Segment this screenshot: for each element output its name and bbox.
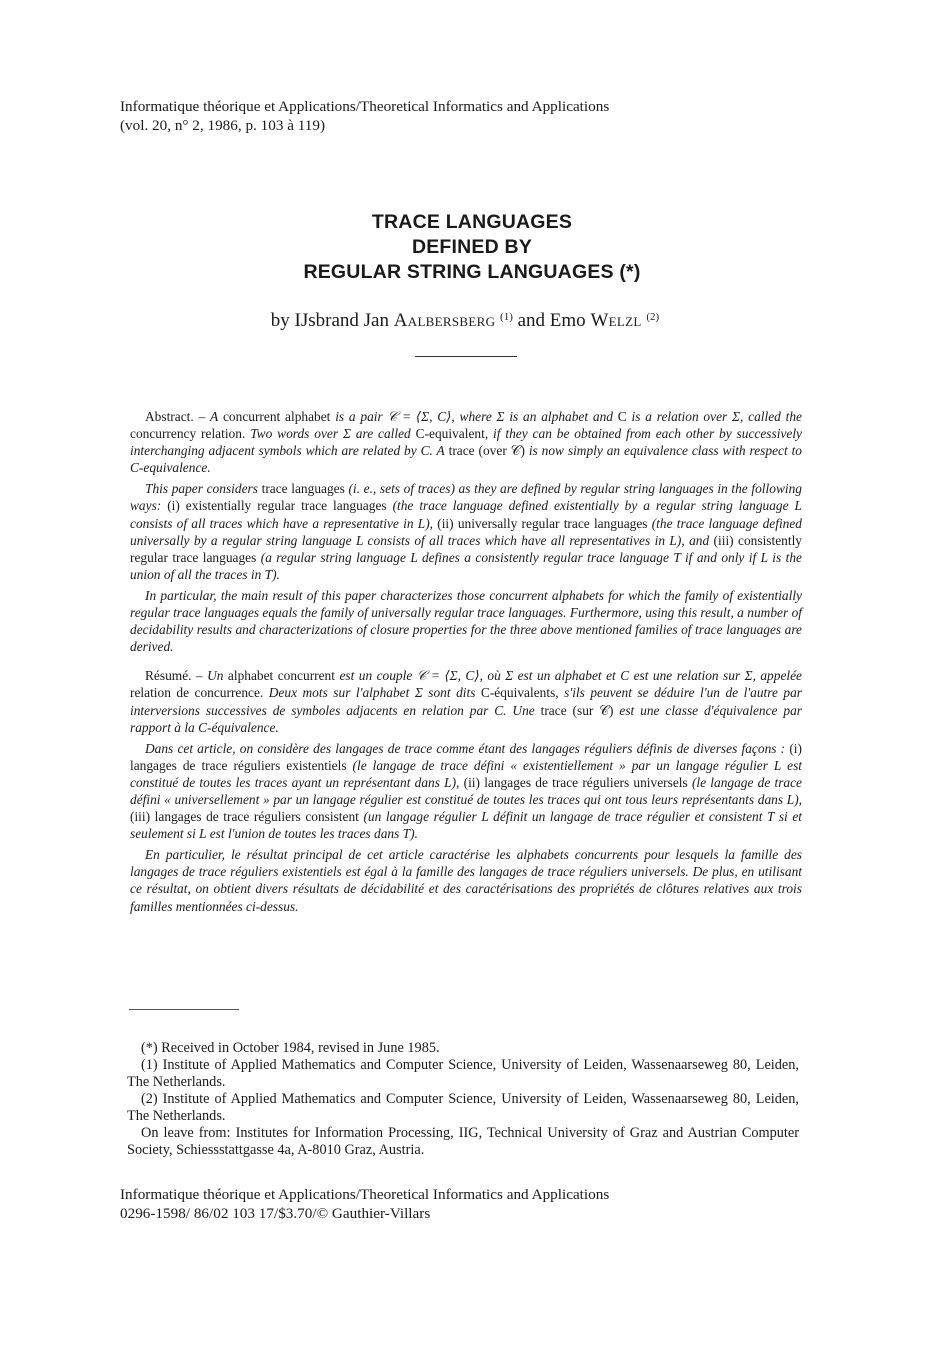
- text-run: (i) langages de trace réguliers existentiels: [130, 740, 802, 773]
- abstract-fr-paragraph-2: [130, 740, 802, 843]
- text-run: Dans cet article, on considère des langages de trace comme étant des langages réguliers définis de diverses façons :: [145, 740, 786, 756]
- footnote-rule: [129, 1009, 239, 1010]
- footnote-received: (*) Received in October 1984, revised in June 1985.: [141, 1040, 440, 1056]
- text-run: concurrent alphabet: [218, 409, 336, 424]
- journal-header: [120, 97, 740, 135]
- text-run: A: [210, 409, 219, 424]
- abstract-en-paragraph-1: [130, 408, 802, 476]
- title-divider: [415, 356, 517, 357]
- abstract-en-paragraph-2: [130, 480, 802, 583]
- text-run: (i. e., sets of traces) as they are defined by regular string languages in the following ways:: [130, 481, 802, 514]
- text-run: (le langage de trace défini « existentiellement » par un langage régulier L est constitué de toutes les traces ayant un représentant dans L),: [130, 757, 802, 790]
- text-run: if they can be obtained from each other by successively interchanging adjacent symbols which are related by C. A: [130, 426, 802, 459]
- text-run: s'ils peuvent se déduire l'un de l'autre par interversions successives de symboles adjacents en relation par C. Une: [130, 685, 803, 718]
- footer-journal-name: Informatique théorique et Applications/Theoretical Informatics and Applications: [120, 1186, 610, 1203]
- text-run: is a relation over Σ, called the: [631, 409, 802, 424]
- abstract-fr-paragraph-1: [130, 667, 802, 735]
- author-2-footnote-mark: (2): [646, 311, 660, 323]
- author-1-surname: Aalbersberg: [393, 310, 496, 331]
- paper-title: [0, 210, 930, 285]
- byline-by: by IJsbrand Jan: [270, 310, 394, 331]
- abstract-section: [130, 408, 802, 919]
- text-run: est une classe d'équivalence par rapport à la C-équivalence.: [130, 702, 802, 735]
- resume-label: Résumé. –: [145, 668, 208, 684]
- title-line-2: DEFINED BY: [411, 236, 533, 258]
- text-run: alphabet concurrent: [223, 668, 340, 684]
- text-run: Deux mots sur l'alphabet Σ sont dits: [268, 685, 476, 701]
- text-run: C-equivalent,: [410, 426, 494, 442]
- text-run: C-équivalents,: [475, 685, 565, 701]
- text-run: trace (sur 𝒞): [534, 702, 620, 718]
- text-run: En particulier, le résultat principal de cet article caractérise les alphabets concurrents pour lesquels la famille des langages de trace réguliers existentiels est égal à la famille des langages de trace réguliers universels. De plus, en utilisant ce résultat, on obtient divers résultats de décidabilité et des caractérisations des propriétés de clôtures relatives aux trois familles mentionnées ci-dessus.: [130, 847, 802, 914]
- text-run: trace languages: [257, 481, 349, 497]
- text-run: (un langage régulier L définit un langage de trace régulier et consistent T si et seulement si L est l'union de toutes les traces dans T).: [130, 809, 802, 842]
- text-run: (ii) langages de trace réguliers universels: [459, 774, 692, 790]
- journal-volume: (vol. 20, n° 2, 1986, p. 103 à 119): [120, 117, 326, 134]
- abstract-label: Abstract. –: [145, 409, 210, 424]
- footnote-on-leave: On leave from: Institutes for Information Processing, IIG, Technical University of Graz and Austrian Computer Society, Schiessstattgasse 4a, A-8010 Graz, Austria.: [127, 1125, 799, 1158]
- text-run: (the trace language defined universally by a regular string language L consists of all traces which have all representatives in L), and: [130, 515, 802, 548]
- text-run: relation de concurrence.: [130, 685, 269, 701]
- text-run: (iii) langages de trace réguliers consistent: [130, 809, 364, 825]
- byline-and: and Emo: [512, 310, 591, 331]
- text-run: (iii) consistently regular trace languages: [130, 532, 802, 565]
- author-1-footnote-mark: (1): [500, 311, 513, 323]
- abstract-fr-paragraph-3: [130, 846, 802, 914]
- footnotes: [127, 1040, 799, 1159]
- text-run: is now simply an equivalence class with respect to C-equivalence.: [130, 443, 802, 476]
- text-run: (the trace language defined existentially by a regular string language L consists of all traces which have a representative in L),: [130, 498, 802, 531]
- author-byline: [0, 310, 930, 332]
- text-run: C: [612, 409, 632, 424]
- text-run: concurrency relation.: [130, 426, 251, 442]
- text-run: (a regular string language L defines a consistently regular trace language T if and only if L is the union of all the traces in T).: [130, 549, 802, 582]
- text-run: (ii) universally regular trace languages: [433, 515, 652, 531]
- footnote-1: (1) Institute of Applied Mathematics and Computer Science, University of Leiden, Wassenaarseweg 80, Leiden, The Netherlands.: [127, 1057, 799, 1090]
- page-footer: [120, 1185, 740, 1223]
- text-run: Un: [207, 668, 224, 684]
- footer-issn: 0296-1598/ 86/02 103 17/$3.70/© Gauthier-Villars: [120, 1205, 431, 1222]
- text-run: Two words over Σ are called: [250, 426, 411, 442]
- text-run: (i) existentially regular trace languages: [161, 498, 393, 514]
- text-run: (le langage de trace défini « universellement » par un langage régulier est constitué de toutes les traces qui ont tous leurs représentants dans L),: [130, 774, 803, 807]
- text-run: est un couple 𝒞 = ⟨Σ, C⟩, où Σ est un alphabet et C est une relation sur Σ, appelée: [339, 668, 803, 684]
- title-line-3: REGULAR STRING LANGUAGES (*): [303, 261, 641, 283]
- text-run: is a pair 𝒞 = ⟨Σ, C⟩, where Σ is an alphabet and: [335, 409, 613, 424]
- abstract-en-paragraph-3: [130, 587, 802, 655]
- text-run: trace (over 𝒞): [444, 443, 529, 459]
- footnote-2: (2) Institute of Applied Mathematics and Computer Science, University of Leiden, Wassenaarseweg 80, Leiden, The Netherlands.: [127, 1091, 799, 1124]
- author-2-surname: Welzl: [590, 310, 642, 331]
- text-run: This paper considers: [145, 481, 258, 497]
- text-run: In particular, the main result of this paper characterizes those concurrent alphabets for which the family of existentially regular trace languages equals the family of universally regular trace languages. Furthermore, using this result, a number of decidability results and characterizations of closure properties for the three above mentioned families of trace languages are derived.: [130, 587, 802, 655]
- journal-name: Informatique théorique et Applications/Theoretical Informatics and Applications: [120, 98, 610, 115]
- title-line-1: TRACE LANGUAGES: [371, 211, 573, 233]
